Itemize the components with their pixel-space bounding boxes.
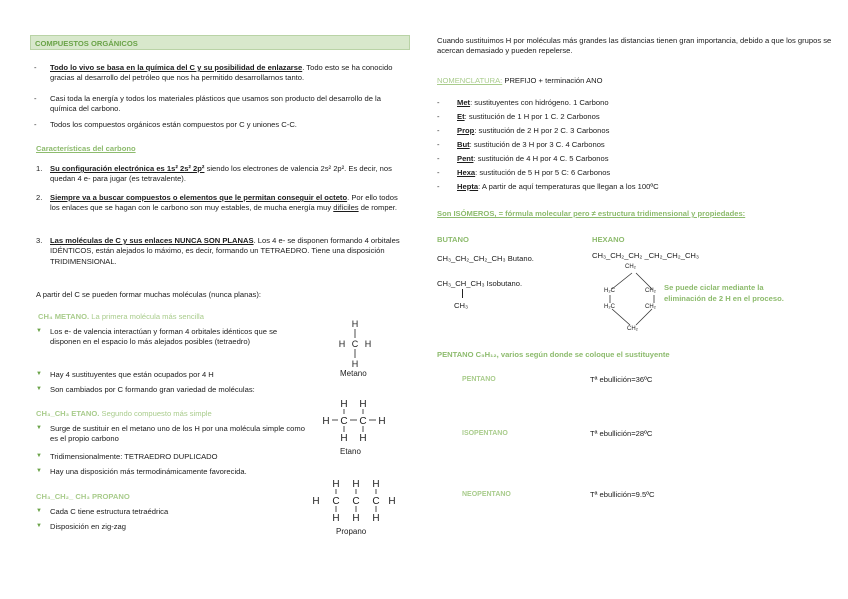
svg-text:H: H [378, 416, 386, 427]
svg-text:H: H [340, 433, 348, 444]
svg-text:H: H [388, 496, 396, 507]
pentano-heading: PENTANO C₅H₁₂, varios según donde se coloque el sustituyente [437, 350, 670, 359]
propane-item: ▼ Disposición en zig-zag [36, 522, 126, 531]
characteristic-item: 1. Su configuración electrónica es 1s² 2s² 2p² siendo los electrones de valencia 2s² 2p². Es decir, nos quedan 4 e- para jugar (es tetravalente). [36, 164, 392, 184]
prefix-list [437, 98, 737, 196]
prefix-item: - Hepta: A partir de aquí temperaturas que llegan a los 100ºC [437, 182, 659, 191]
ring-ch2: CH₂ [627, 326, 638, 332]
prefix-item: - Met: sustituyentes con hidrógeno. 1 Carbono [437, 98, 609, 107]
characteristic-item: 2. Siempre va a buscar compuestos o elementos que le permitan conseguir el octeto. Por ello todos los enlaces que se hagan con le carbono son muy estables, de mucha energía muy difíciles de romper. [36, 193, 398, 213]
butano-formula: CH₃_CH₂_CH₂_CH₃ Butano. [437, 254, 534, 263]
isomers-heading: Son ISÓMEROS, = fórmula molecular pero ≠ estructura tridimensional y propiedades: [437, 209, 746, 218]
svg-text:H: H [352, 513, 360, 524]
ethane-structure [318, 396, 393, 451]
prefix-item: - Hexa: sustitución de 5 H por 5 C: 6 Carbonos [437, 168, 611, 177]
svg-text:C: C [372, 496, 380, 507]
prefix-item: - Prop: sustitución de 2 H por 2 C. 3 Carbonos [437, 126, 610, 135]
hexano-label: HEXANO [592, 235, 625, 244]
pentano-boil: Tª ebullición=36ºC [590, 375, 653, 384]
prefix-item: - But: sustitución de 3 H por 3 C. 4 Carbonos [437, 140, 605, 149]
svg-text:H: H [372, 479, 380, 490]
svg-text:C: C [351, 339, 359, 349]
svg-text:C: C [359, 416, 367, 427]
hexano-formula: CH₃_CH₂_CH₂ _CH₂_CH₂_CH₃ [592, 251, 700, 260]
propane-structure [308, 476, 396, 531]
svg-text:H: H [372, 513, 380, 524]
neopentano-boil: Tª ebullición=9.5ºC [590, 490, 655, 499]
methane-item: ▼ Son cambiados por C formando gran variedad de moléculas: [36, 385, 255, 394]
methane-caption: Metano [340, 369, 367, 378]
hexano-note: Se puede ciclar mediante la eliminación de 2 H en el proceso. [664, 283, 784, 303]
svg-text:C: C [332, 496, 340, 507]
molecules-intro: A partir del C se pueden formar muchas moléculas (nunca planas): [36, 290, 261, 299]
prefix-item: - Et: sustitución de 1 H por 1 C. 2 Carbonos [437, 112, 600, 121]
characteristics-heading: Características del carbono [36, 144, 136, 153]
svg-text:H: H [351, 319, 359, 329]
svg-text:H: H [359, 399, 367, 410]
section-title: COMPUESTOS ORGÁNICOS [30, 35, 410, 50]
intro-item: - Todo lo vivo se basa en la química del C y su posibilidad de enlazarse. Todo esto se ha conocido gracias al desarrollo del petróleo que nos ha permitido desarrollarnos tanto. [34, 63, 393, 83]
svg-text:H: H [359, 433, 367, 444]
intro-item: - Casi toda la energía y todos los materiales plásticos que usamos son producto del desarrollo de la química del carbono. [34, 94, 381, 114]
svg-text:H: H [332, 513, 340, 524]
right-intro: Cuando sustituimos H por moléculas más grandes las distancias tienen gran importancia, debido a que los grupos se acercan demasiado y pueden repelerse. [437, 36, 832, 56]
ethane-heading: CH₃_CH₃ ETANO. Segundo compuesto más simple [36, 409, 212, 418]
svg-text:H: H [332, 479, 340, 490]
isopentano-name: ISOPENTANO [462, 430, 508, 437]
isobutano-formula: CH₃_CH_CH₃ Isobutano. [437, 279, 523, 288]
propane-item: ▼ Cada C tiene estructura tetraédrica [36, 507, 169, 516]
methane-heading: CH₄ METANO. La primera molécula más sencilla [38, 312, 204, 321]
nomenclature-line: NOMENCLATURA: PREFIJO + terminación ANO [437, 76, 603, 85]
methane-item: ▼ Los e- de valencia interactúan y forman 4 orbitales idénticos que se disponen en el espacio lo más alejados posibles (tetraedro) [36, 327, 278, 347]
characteristic-item: 3. Las moléculas de C y sus enlaces NUNCA SON PLANAS. Los 4 e- se disponen formando 4 orbitales IDÉNTICOS, están alejados lo máximo, es decir, formando un TETRAEDRO. Tiene una disposición TRIDIMENSIONAL. [36, 236, 400, 266]
propane-heading: CH₃_CH₂_ CH₃ PROPANO [36, 492, 130, 501]
isobutano-bond [462, 289, 463, 298]
ring-h2c: H₂C [604, 304, 615, 310]
svg-text:C: C [352, 496, 360, 507]
pentano-name: PENTANO [462, 376, 496, 383]
propane-caption: Propano [336, 527, 367, 536]
ring-ch2: CH₂ [645, 288, 656, 294]
neopentano-name: NEOPENTANO [462, 491, 511, 498]
ring-h2c: H₂C [604, 288, 615, 294]
ring-ch2: CH₂ [645, 304, 656, 310]
svg-text:H: H [352, 479, 360, 490]
svg-text:H: H [340, 399, 348, 410]
svg-text:H: H [322, 416, 330, 427]
ethane-item: ▼ Tridimensionalmente: TETRAEDRO DUPLICADO [36, 452, 218, 461]
svg-text:H: H [351, 359, 359, 369]
svg-text:H: H [338, 339, 346, 349]
svg-text:H: H [364, 339, 372, 349]
ethane-caption: Etano [340, 447, 361, 456]
isobutano-branch: CH₃ [454, 301, 469, 310]
ring-ch2: CH₂ [625, 264, 636, 270]
ethane-item: ▼ Surge de sustituir en el metano uno de los H por una molécula simple como es el propio carbono [36, 424, 305, 444]
butano-label: BUTANO [437, 235, 469, 244]
svg-text:H: H [312, 496, 320, 507]
svg-text:C: C [340, 416, 348, 427]
prefix-item: - Pent: sustitución de 4 H por 4 C. 5 Carbonos [437, 154, 609, 163]
methane-item: ▼ Hay 4 sustituyentes que están ocupados por 4 H [36, 370, 214, 379]
ethane-item: ▼ Hay una disposición más termodinámicamente favorecida. [36, 467, 247, 476]
intro-item: - Todos los compuestos orgánicos están compuestos por C y uniones C-C. [34, 120, 297, 129]
isopentano-boil: Tª ebullición=28ºC [590, 429, 653, 438]
